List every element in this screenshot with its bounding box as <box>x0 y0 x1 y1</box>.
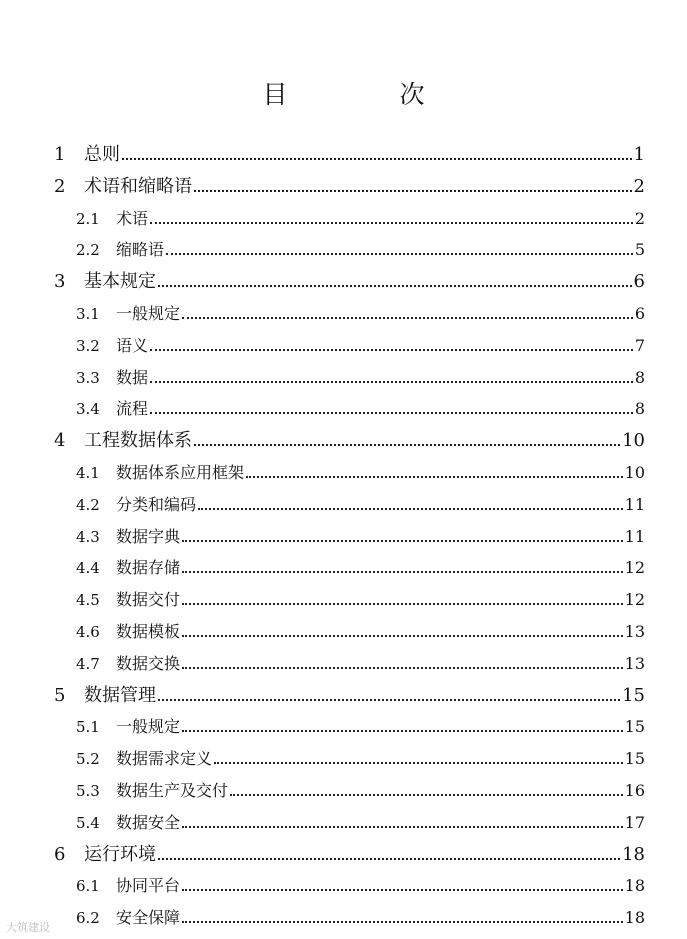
toc-entry[interactable] <box>0 707 645 737</box>
toc-entry-page: 5 <box>634 240 645 260</box>
toc-entry-number: 3.1 <box>76 305 100 323</box>
toc-entry-page: 1 <box>633 144 645 165</box>
toc-dot-leader <box>158 858 620 860</box>
toc-entry-title: 数据安全 <box>116 812 181 832</box>
toc-dot-leader <box>182 730 623 732</box>
toc-entry-page: 15 <box>624 749 645 769</box>
toc-entry-title: 数据体系应用框架 <box>116 463 245 482</box>
toc-entry-number: 6 <box>54 843 66 865</box>
toc-entry-number: 1 <box>54 144 66 165</box>
toc-entry-page: 17 <box>624 812 645 832</box>
toc-dot-leader <box>182 889 623 891</box>
toc-dot-leader <box>230 794 623 796</box>
toc-entry-number: 4.3 <box>76 527 100 546</box>
toc-entry-title: 运行环境 <box>84 843 156 865</box>
toc-entry-number: 2.2 <box>76 241 100 260</box>
toc-dot-leader <box>182 826 623 828</box>
toc-entry[interactable] <box>0 866 645 896</box>
toc-entry-number: 4.7 <box>76 654 100 673</box>
toc-entry-title: 数据管理 <box>84 684 156 706</box>
toc-entry[interactable] <box>0 676 645 706</box>
toc-entry-number: 5 <box>54 684 66 706</box>
toc-entry-number: 6.1 <box>76 877 100 896</box>
toc-entry-page: 11 <box>624 526 645 546</box>
toc-entry-title: 数据生产及交付 <box>116 781 229 800</box>
toc-entry-page: 6 <box>634 304 645 323</box>
toc-entry[interactable] <box>0 898 645 928</box>
toc-entry-page: 10 <box>622 430 645 452</box>
toc-dot-leader <box>182 921 623 923</box>
toc-entry[interactable] <box>0 739 645 769</box>
toc-entry-number: 3.4 <box>76 400 100 419</box>
toc-entry[interactable] <box>0 612 645 642</box>
toc-dot-leader <box>150 222 633 224</box>
toc-entry-number: 2 <box>54 175 66 197</box>
toc-entry[interactable] <box>0 135 645 165</box>
toc-entry-page: 6 <box>633 271 645 293</box>
toc-entry-page: 12 <box>624 590 645 610</box>
toc-entry[interactable] <box>0 389 645 419</box>
toc-entry[interactable] <box>0 644 645 674</box>
toc-entry-title: 术语和缩略语 <box>84 175 192 197</box>
toc-entry[interactable] <box>0 262 645 292</box>
toc-dot-leader <box>182 317 633 319</box>
toc-dot-leader <box>182 635 623 637</box>
toc-entry[interactable] <box>0 580 645 610</box>
toc-entry-page: 11 <box>624 494 645 514</box>
toc-entry-title: 基本规定 <box>84 271 156 293</box>
toc-entry-number: 4.5 <box>76 591 100 610</box>
toc-entry-page: 18 <box>624 908 645 928</box>
watermark: 大筑建设 <box>6 921 50 934</box>
toc-entry[interactable] <box>0 548 645 578</box>
toc-entry-title: 缩略语 <box>116 240 165 260</box>
toc-dot-leader <box>198 508 623 510</box>
toc-dot-leader <box>122 158 632 160</box>
toc-entry-page: 15 <box>622 684 645 706</box>
toc-entry[interactable] <box>0 803 645 833</box>
page-title: 目 次 <box>262 79 477 109</box>
toc-entry-title: 数据 <box>116 367 149 387</box>
toc-dot-leader <box>182 603 623 605</box>
toc-entry[interactable] <box>0 485 645 515</box>
toc-dot-leader <box>158 699 620 701</box>
toc-dot-leader <box>246 476 623 478</box>
toc-entry-title: 总则 <box>84 144 120 165</box>
toc-entry-number: 4.2 <box>76 495 100 514</box>
toc-entry-number: 5.3 <box>76 782 100 800</box>
toc-entry-title: 一般规定 <box>116 717 181 737</box>
toc-dot-leader <box>166 253 633 255</box>
toc-entry[interactable] <box>0 230 645 260</box>
toc-entry-title: 数据需求定义 <box>116 749 213 769</box>
toc-entry-page: 10 <box>624 463 645 482</box>
toc-entry-number: 5.1 <box>76 718 100 737</box>
toc-entry-title: 语义 <box>116 335 149 355</box>
toc-entry-title: 一般规定 <box>116 304 181 323</box>
toc-entry-title: 数据字典 <box>116 526 181 546</box>
toc-entry-title: 数据交付 <box>116 590 181 610</box>
toc-entry[interactable] <box>0 517 645 547</box>
toc-dot-leader <box>182 540 623 542</box>
toc-entry-page: 8 <box>634 367 645 387</box>
toc-entry-page: 2 <box>634 208 645 228</box>
toc-dot-leader <box>150 349 633 351</box>
toc-dot-leader <box>182 667 623 669</box>
toc-entry-number: 4.1 <box>76 464 100 482</box>
toc-entry-page: 15 <box>624 717 645 737</box>
toc-entry-page: 2 <box>633 175 645 197</box>
toc-entry-title: 数据交换 <box>116 653 181 673</box>
toc-dot-leader <box>214 762 623 764</box>
toc-entry-title: 术语 <box>116 208 149 228</box>
toc-entry-title: 安全保障 <box>116 908 181 928</box>
toc-entry-number: 4.4 <box>76 559 100 578</box>
toc-entry-title: 数据模板 <box>116 622 181 641</box>
toc-entry-page: 16 <box>624 781 645 800</box>
toc-entry-title: 分类和编码 <box>116 494 197 514</box>
toc-entry-page: 12 <box>624 558 645 578</box>
toc-entry-number: 5.4 <box>76 813 100 832</box>
toc-entry-page: 18 <box>622 843 645 865</box>
toc-entry[interactable] <box>0 358 645 388</box>
toc-entry-number: 6.2 <box>76 909 100 928</box>
toc-entry-number: 4.6 <box>76 623 100 641</box>
toc-entry[interactable] <box>0 294 645 324</box>
toc-entry-page: 18 <box>624 876 645 896</box>
toc-entry-title: 工程数据体系 <box>84 430 192 452</box>
toc-entry-page: 13 <box>624 622 645 641</box>
toc-entry-number: 3 <box>54 271 66 293</box>
toc-entry-number: 2.1 <box>76 209 100 228</box>
toc-entry[interactable] <box>0 199 645 229</box>
toc-entry-number: 5.2 <box>76 750 100 769</box>
toc-entry-page: 13 <box>624 653 645 673</box>
toc-entry-page: 7 <box>634 335 645 355</box>
toc-entry-title: 数据存储 <box>116 558 181 578</box>
toc-entry-title: 协同平台 <box>116 876 181 896</box>
toc-entry-number: 4 <box>54 430 66 452</box>
toc-entry-title: 流程 <box>116 399 149 419</box>
toc-entry[interactable] <box>0 453 645 483</box>
toc-dot-leader <box>158 285 632 287</box>
toc-dot-leader <box>182 571 623 573</box>
toc-entry[interactable] <box>0 421 645 451</box>
toc-entry[interactable] <box>0 326 645 356</box>
toc-entry-page: 8 <box>634 399 645 419</box>
toc-dot-leader <box>194 444 620 446</box>
toc-dot-leader <box>150 381 633 383</box>
toc-entry-number: 3.2 <box>76 336 100 355</box>
toc-dot-leader <box>150 412 633 414</box>
toc-dot-leader <box>194 190 632 192</box>
toc-entry[interactable] <box>0 771 645 801</box>
toc-entry[interactable] <box>0 167 645 197</box>
toc-entry[interactable] <box>0 835 645 865</box>
toc-entry-number: 3.3 <box>76 368 100 387</box>
